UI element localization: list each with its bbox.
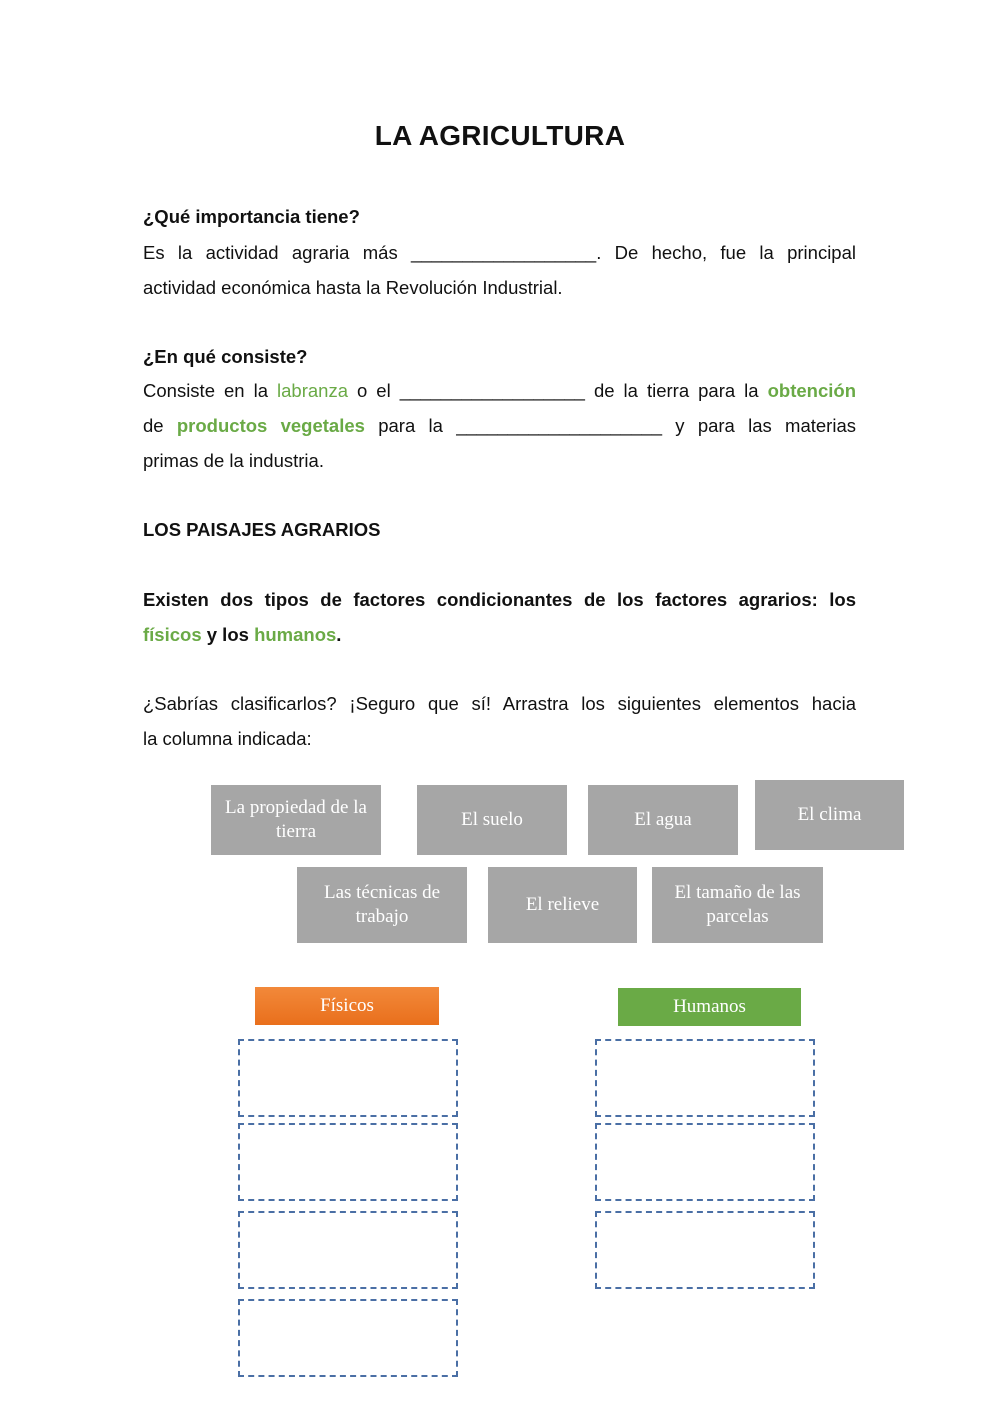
paragraph-line: la columna indicada: (143, 728, 312, 749)
section-heading-consists: ¿En qué consiste? (143, 346, 308, 367)
drag-card-clima[interactable]: El clima (755, 780, 904, 850)
column-header-humanos: Humanos (618, 988, 801, 1026)
paragraph-line (143, 408, 856, 443)
text-span: de (143, 415, 177, 436)
paragraph-line (143, 373, 856, 408)
highlight-obtencion: obtención (767, 380, 856, 401)
column-header-fisicos: Físicos (255, 987, 439, 1025)
drag-card-tamano[interactable]: El tamaño de las parcelas (652, 867, 823, 943)
dropzone-fisicos-2[interactable] (238, 1123, 458, 1201)
paragraph-line: primas de la industria. (143, 450, 324, 471)
highlight-productos: productos vegetales (176, 415, 365, 436)
paragraph-line: actividad económica hasta la Revolución Industrial. (143, 277, 563, 298)
highlight-fisicos: físicos (143, 624, 202, 645)
paragraph-importance (143, 235, 856, 305)
fill-blank-3[interactable]: ____________________ (456, 415, 662, 436)
text-span: y para las materias (662, 415, 856, 436)
text-span: o el (347, 380, 400, 401)
dropzone-humanos-3[interactable] (595, 1211, 815, 1289)
paragraph-factores (143, 582, 856, 652)
paragraph-line: Existen dos tipos de factores condicionantes de los factores agrarios: los (143, 589, 856, 610)
paragraph-line: ¿Sabrías clasificarlos? ¡Seguro que sí! Arrastra los siguientes elementos hacia (143, 693, 856, 714)
dropzone-fisicos-4[interactable] (238, 1299, 458, 1377)
drag-card-tecnicas[interactable]: Las técnicas de trabajo (297, 867, 467, 943)
paragraph-line (143, 235, 856, 270)
dropzone-humanos-1[interactable] (595, 1039, 815, 1117)
text-span: . De hecho, fue la principal (596, 242, 856, 263)
drag-card-propiedad[interactable]: La propiedad de la tierra (211, 785, 381, 855)
text-span: de la tierra para la (584, 380, 768, 401)
text-span: Es la actividad agraria más (143, 242, 398, 263)
drag-card-agua[interactable]: El agua (588, 785, 738, 855)
text-span: . (336, 624, 342, 645)
dropzone-fisicos-3[interactable] (238, 1211, 458, 1289)
highlight-labranza: labranza (277, 380, 348, 401)
text-span: y los (201, 624, 255, 645)
highlight-humanos: humanos (254, 624, 337, 645)
section-heading-paisajes: LOS PAISAJES AGRARIOS (143, 519, 381, 540)
paragraph-instructions (143, 686, 856, 756)
text-span: para la (364, 415, 457, 436)
dropzone-humanos-2[interactable] (595, 1123, 815, 1201)
fill-blank-2[interactable]: __________________ (399, 380, 585, 401)
drag-card-relieve[interactable]: El relieve (488, 867, 637, 943)
drag-card-suelo[interactable]: El suelo (417, 785, 567, 855)
dropzone-fisicos-1[interactable] (238, 1039, 458, 1117)
fill-blank-1[interactable]: __________________ (411, 242, 597, 263)
page-title: LA AGRICULTURA (374, 120, 626, 151)
paragraph-consists (143, 373, 856, 478)
text-span: Consiste en la (143, 380, 278, 401)
section-heading-importance: ¿Qué importancia tiene? (143, 206, 360, 227)
paragraph-line (143, 617, 856, 652)
